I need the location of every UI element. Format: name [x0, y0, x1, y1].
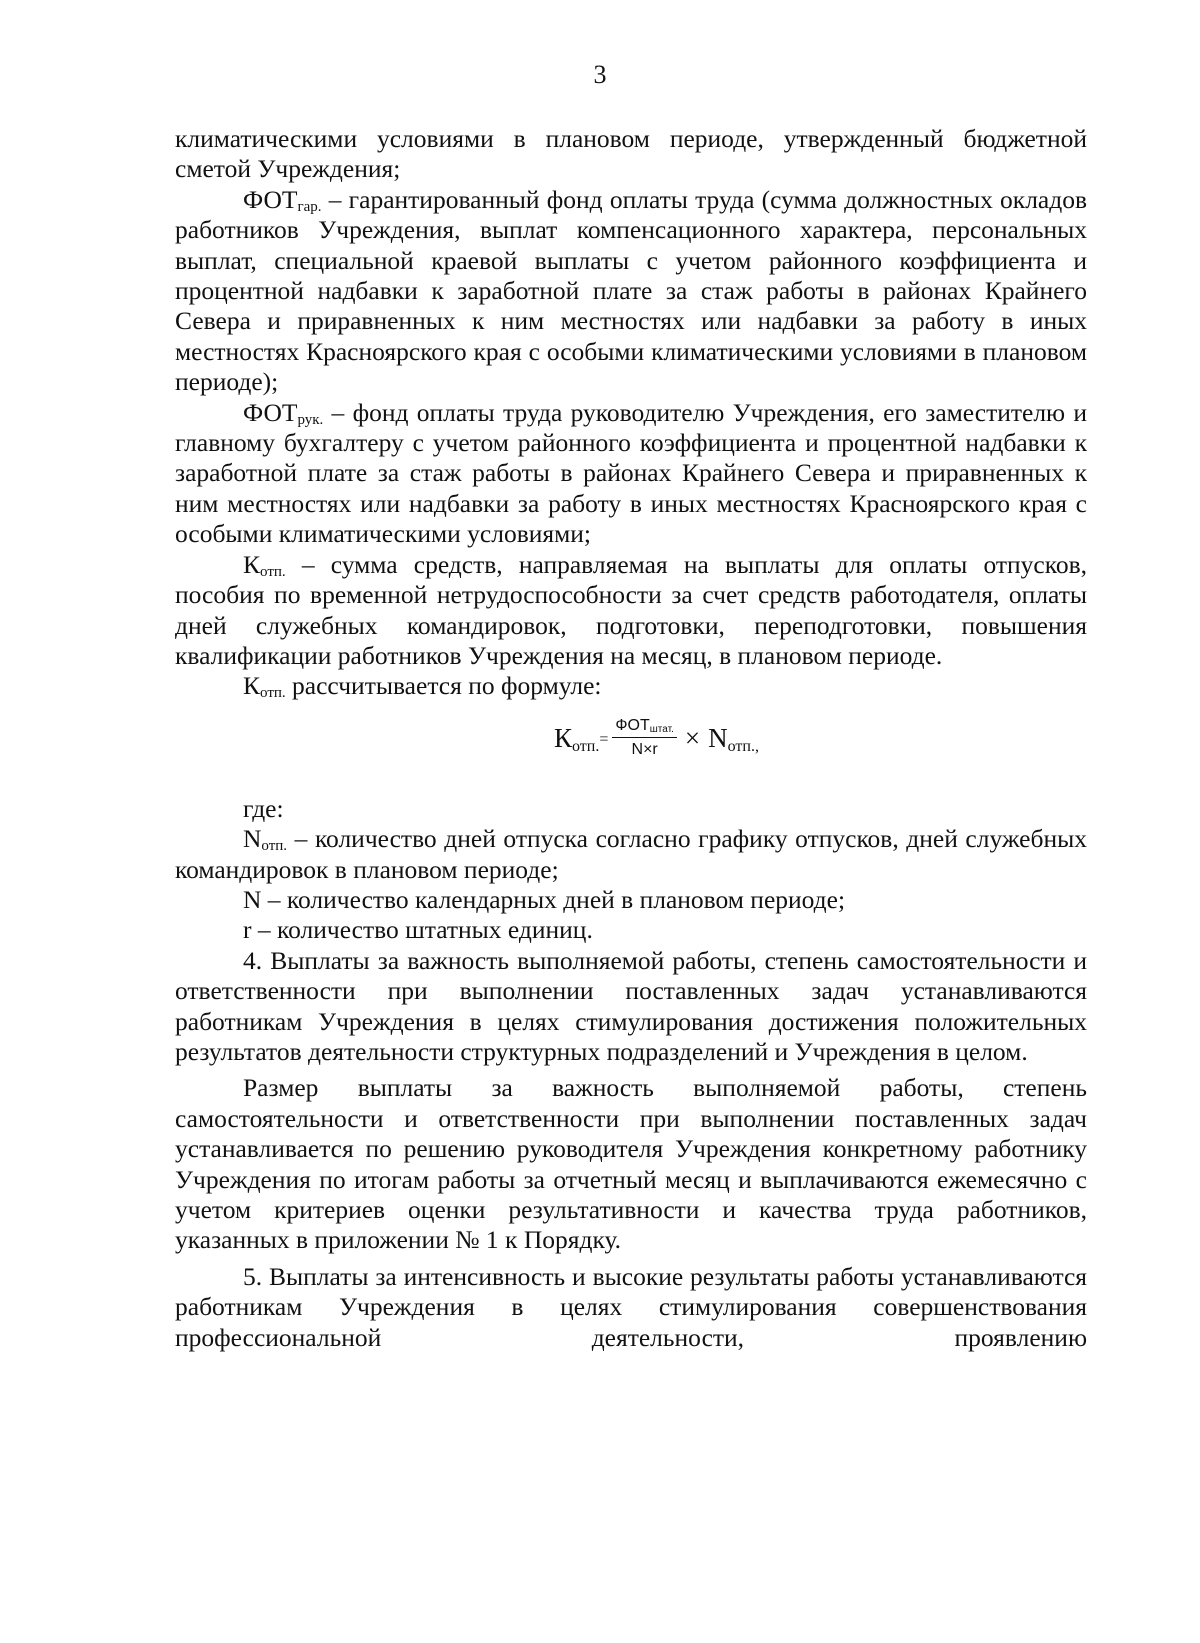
- paragraph-item-4: 4. Выплаты за важность выполняемой работы, степень самостоятельности и ответственности при выполнении поставленных задач устанавливаются работникам Учреждения в целях стимулирования достижения положительных результатов деятельности структурных подразделений и Учреждения в целом.: [175, 945, 1087, 1066]
- formula-lhs-subscript: отп.: [572, 737, 600, 755]
- paragraph-n: N – количество календарных дней в плановом периоде;: [243, 884, 846, 914]
- paragraph-fot-ruk: [175, 398, 1087, 550]
- formula-lhs-term: К: [554, 722, 573, 753]
- formula-row: [175, 702, 1087, 794]
- term-k: К: [243, 671, 261, 701]
- formula-lhs: [554, 723, 599, 753]
- formula-times: ×: [684, 722, 701, 753]
- paragraph-k-otp: [175, 550, 1087, 672]
- formula: [554, 716, 759, 760]
- term-subscript-otp: отп.: [260, 563, 286, 580]
- paragraph-item-4-size: Размер выплаты за важность выполняемой работы, степень самостоятельности и ответственности при выполнении поставленных задач устанавливается по решению руководителя Учреждения конкретному работнику Учреждения по итогам работы за отчетный месяц и выплачиваются ежемесячно с учетом критериев оценки результативности и качества труда работников, указанных в приложении № 1 к Порядку.: [175, 1073, 1087, 1255]
- formula-rhs: [708, 723, 759, 753]
- formula-rhs-term: N: [708, 722, 728, 753]
- formula-denominator: N×r: [631, 740, 658, 758]
- definition-text: – гарантированный фонд оплаты труда (сумма должностных окладов работников Учреждения, выплат компенсационного характера, персональных выплат, специальной краевой выплаты с учетом районного коэффициента и процентной надбавки к заработной плате за стаж работы в районах Крайнего Севера и приравненных к ним местностях или надбавки за работу в иных местностях Красноярского края с особыми климатическими условиями в плановом периоде);: [175, 184, 1087, 397]
- formula-equals: =: [599, 730, 609, 748]
- formula-numerator: [612, 716, 676, 738]
- term-n: N: [243, 824, 262, 854]
- formula-intro-text: рассчитывается по формуле:: [285, 671, 602, 701]
- paragraph-r: r – количество штатных единиц.: [243, 915, 593, 945]
- term-fot: ФОТ: [243, 184, 298, 214]
- page-number: 3: [593, 60, 607, 89]
- paragraph-item-5: 5. Выплаты за интенсивность и высокие результаты работы устанавливаются работникам Учреждения в целях стимулирования совершенствования профессиональной деятельности, проявлению: [175, 1261, 1087, 1352]
- term-subscript-otp: отп.: [260, 685, 286, 702]
- body-text: [175, 124, 1087, 1353]
- term-subscript-ruk: рук.: [297, 411, 324, 428]
- formula-fraction: [612, 716, 676, 760]
- definition-text: – сумма средств, направляемая на выплаты для оплаты отпусков, пособия по временной нетрудоспособности за счет средств работодателя, оплаты дней служебных командировок, подготовки, переподготовки, повышения квалификации работников Учреждения на месяц, в плановом периоде.: [175, 549, 1087, 670]
- paragraph-continuation: климатическими условиями в плановом периоде, утвержденный бюджетной сметой Учреждения;: [175, 124, 1087, 184]
- paragraph-fot-gar: [175, 185, 1087, 398]
- formula-rhs-subscript: отп.,: [727, 737, 759, 755]
- term-subscript-gar: гар.: [297, 198, 322, 215]
- term-k: К: [243, 549, 261, 579]
- definition-text: – фонд оплаты труда руководителю Учреждения, его заместителю и главному бухгалтеру с учетом районного коэффициента и процентной надбавки к заработной плате за стаж работы в районах Крайнего Севера и приравненных к ним местностях или надбавки за работу в иных местностях Красноярского края с особыми климатическими условиями;: [175, 397, 1087, 549]
- term-subscript-otp: отп.: [261, 838, 288, 855]
- paragraph-n-otp: [175, 824, 1087, 885]
- formula-numerator-term: ФОТ: [615, 716, 650, 734]
- term-fot: ФОТ: [243, 397, 298, 427]
- paragraph-formula-intro: [175, 671, 1087, 701]
- definition-text: – количество дней отпуска согласно графику отпусков, дней служебных командировок в плановом периоде;: [175, 824, 1087, 884]
- paragraph-where: где:: [243, 793, 284, 823]
- formula-numerator-subscript: штат.: [649, 723, 674, 735]
